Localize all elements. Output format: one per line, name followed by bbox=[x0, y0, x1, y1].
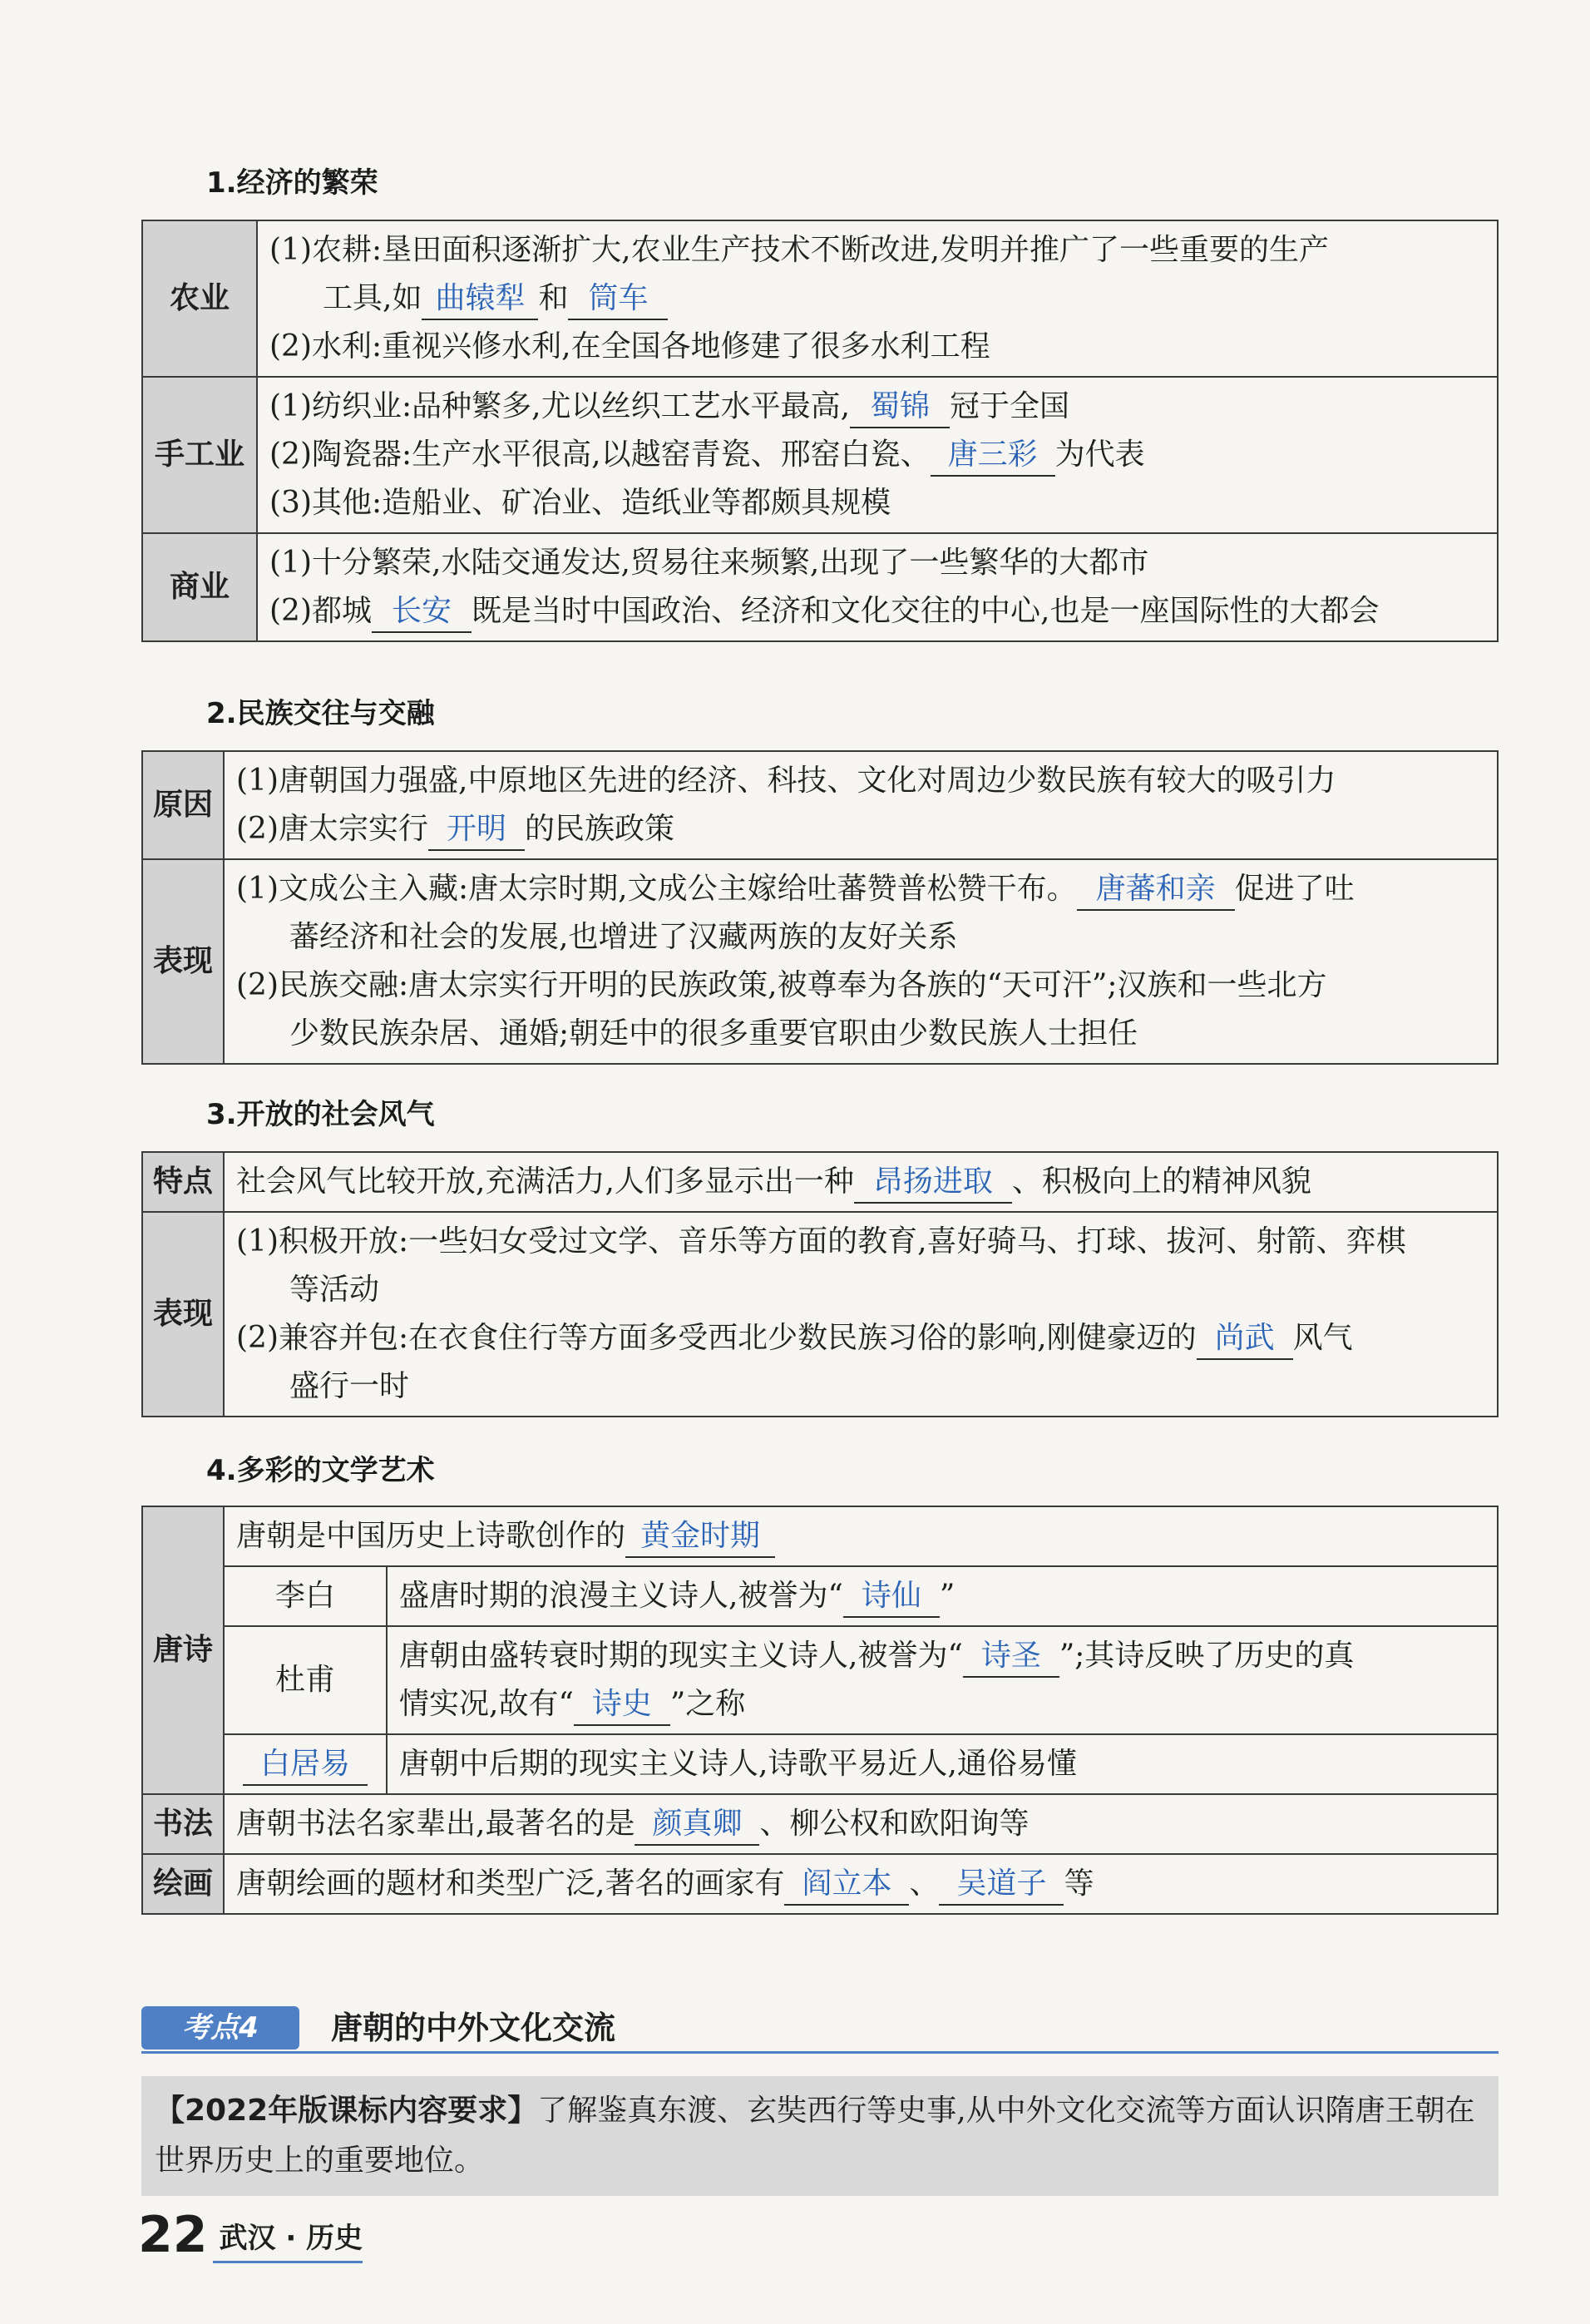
answer-blank: 诗史 bbox=[574, 1684, 670, 1726]
table-row bbox=[142, 751, 1498, 859]
section-title-ethnic: 2.民族交往与交融 bbox=[206, 697, 435, 730]
economy-table bbox=[141, 220, 1499, 642]
table-row bbox=[142, 1506, 1498, 1566]
curriculum-requirement: 【2022年版课标内容要求】了解鉴真东渡、玄奘西行等史事,从中外文化交流等方面认识隋唐王朝在世界历史上的重要地位。 bbox=[141, 2076, 1499, 2196]
answer-blank: 开明 bbox=[428, 809, 525, 851]
table-row bbox=[142, 1794, 1498, 1854]
answer-blank: 长安 bbox=[372, 591, 472, 633]
answer-blank: 阎立本 bbox=[784, 1864, 909, 1906]
row-label-cause: 原因 bbox=[142, 751, 224, 859]
row-label-commerce: 商业 bbox=[142, 533, 257, 641]
table-row bbox=[142, 533, 1498, 641]
literature-table bbox=[141, 1506, 1499, 1915]
row-label-manifestation: 表现 bbox=[142, 1212, 224, 1417]
answer-blank: 黄金时期 bbox=[625, 1516, 775, 1558]
table-row bbox=[142, 220, 1498, 377]
table-row bbox=[142, 377, 1498, 533]
answer-blank: 尚武 bbox=[1197, 1318, 1293, 1360]
manifestation-content: (1)文成公主入藏:唐太宗时期,文成公主嫁给吐蕃赞普松赞干布。 唐蕃和亲 促进了吐 蕃经济和社会的发展,也增进了汉藏两族的友好关系 (2)民族交融:唐太宗实行开明的民族政策,被尊奉为各族的“天可汗”;汉族和一些北方 少数民族杂居、通婚;朝廷中的很多重要官职由少数民族人士担任 bbox=[224, 859, 1498, 1064]
answer-blank: 唐三彩 bbox=[931, 435, 1055, 477]
row-label-handicraft: 手工业 bbox=[142, 377, 257, 533]
calligraphy-content: 唐朝书法名家辈出,最著名的是 颜真卿 、柳公权和欧阳询等 bbox=[224, 1794, 1498, 1854]
answer-blank: 诗圣 bbox=[963, 1636, 1059, 1678]
answer-blank: 蜀锦 bbox=[850, 387, 950, 428]
table-row bbox=[142, 1566, 1498, 1626]
section-title-social: 3.开放的社会风气 bbox=[206, 1098, 435, 1131]
section-title-economy: 1.经济的繁荣 bbox=[206, 166, 378, 200]
answer-blank: 曲辕犁 bbox=[422, 279, 538, 320]
answer-blank: 昂扬进取 bbox=[854, 1162, 1012, 1204]
table-row bbox=[142, 1212, 1498, 1417]
table-row bbox=[142, 1626, 1498, 1734]
row-label-manifestation: 表现 bbox=[142, 859, 224, 1064]
row-label-agriculture: 农业 bbox=[142, 220, 257, 377]
answer-blank: 唐蕃和亲 bbox=[1077, 869, 1235, 911]
table-row bbox=[142, 859, 1498, 1064]
row-label-feature: 特点 bbox=[142, 1152, 224, 1212]
poetry-intro: 唐朝是中国历史上诗歌创作的 黄金时期 bbox=[224, 1506, 1498, 1566]
page-footer bbox=[138, 2206, 363, 2264]
ethnic-table bbox=[141, 750, 1499, 1065]
table-row bbox=[142, 1734, 1498, 1794]
row-label-painting: 绘画 bbox=[142, 1854, 224, 1914]
answer-blank: 颜真卿 bbox=[635, 1804, 759, 1846]
feature-content: 社会风气比较开放,充满活力,人们多显示出一种 昂扬进取 、积极向上的精神风貌 bbox=[224, 1152, 1498, 1212]
kaodian-header bbox=[141, 2006, 1499, 2054]
agriculture-content: (1)农耕:垦田面积逐渐扩大,农业生产技术不断改进,发明并推广了一些重要的生产 工具,如 曲辕犁 和 筒车 (2)水利:重视兴修水利,在全国各地修建了很多水利工程 bbox=[257, 220, 1498, 377]
table-row bbox=[142, 1152, 1498, 1212]
answer-blank: 吴道子 bbox=[939, 1864, 1064, 1906]
li-bai-desc: 盛唐时期的浪漫主义诗人,被誉为“ 诗仙 ” bbox=[387, 1566, 1498, 1626]
row-label-calligraphy: 书法 bbox=[142, 1794, 224, 1854]
poet-du-fu: 杜甫 bbox=[224, 1626, 387, 1734]
poet-blank-cell bbox=[224, 1734, 387, 1794]
handicraft-content: (1)纺织业:品种繁多,尤以丝织工艺水平最高, 蜀锦 冠于全国 (2)陶瓷器:生产水平很高,以越窑青瓷、邢窑白瓷、 唐三彩 为代表 (3)其他:造船业、矿冶业、造纸业等都颇具规模 bbox=[257, 377, 1498, 533]
page-number: 22 bbox=[138, 2206, 208, 2264]
painting-content: 唐朝绘画的题材和类型广泛,著名的画家有 阎立本 、 吴道子 等 bbox=[224, 1854, 1498, 1914]
bai-juyi-desc: 唐朝中后期的现实主义诗人,诗歌平易近人,通俗易懂 bbox=[387, 1734, 1498, 1794]
answer-blank: 诗仙 bbox=[843, 1576, 940, 1618]
social-manifestation-content: (1)积极开放:一些妇女受过文学、音乐等方面的教育,喜好骑马、打球、拔河、射箭、弈棋 等活动 (2)兼容并包:在衣食住行等方面多受西北少数民族习俗的影响,刚健豪迈的 尚武 风气 盛行一时 bbox=[224, 1212, 1498, 1417]
cause-content: (1)唐朝国力强盛,中原地区先进的经济、科技、文化对周边少数民族有较大的吸引力 (2)唐太宗实行 开明 的民族政策 bbox=[224, 751, 1498, 859]
table-row bbox=[142, 1854, 1498, 1914]
du-fu-desc: 唐朝由盛转衰时期的现实主义诗人,被誉为“ 诗圣 ”;其诗反映了历史的真 情实况,故有“ 诗史 ”之称 bbox=[387, 1626, 1498, 1734]
answer-blank: 白居易 bbox=[243, 1744, 368, 1786]
commerce-content: (1)十分繁荣,水陆交通发达,贸易往来频繁,出现了一些繁华的大都市 (2)都城 长安 既是当时中国政治、经济和文化交往的中心,也是一座国际性的大都会 bbox=[257, 533, 1498, 641]
poet-li-bai: 李白 bbox=[224, 1566, 387, 1626]
kaodian-badge: 考点4 bbox=[141, 2006, 299, 2050]
footer-text: 武汉 · 历史 bbox=[219, 2221, 363, 2255]
section-title-literature: 4.多彩的文学艺术 bbox=[206, 1454, 435, 1487]
answer-blank: 筒车 bbox=[568, 279, 668, 320]
kaodian-title: 唐朝的中外文化交流 bbox=[331, 2010, 616, 2046]
social-table bbox=[141, 1151, 1499, 1417]
footer-underline bbox=[213, 2261, 363, 2263]
row-label-tang-poetry: 唐诗 bbox=[142, 1506, 224, 1794]
